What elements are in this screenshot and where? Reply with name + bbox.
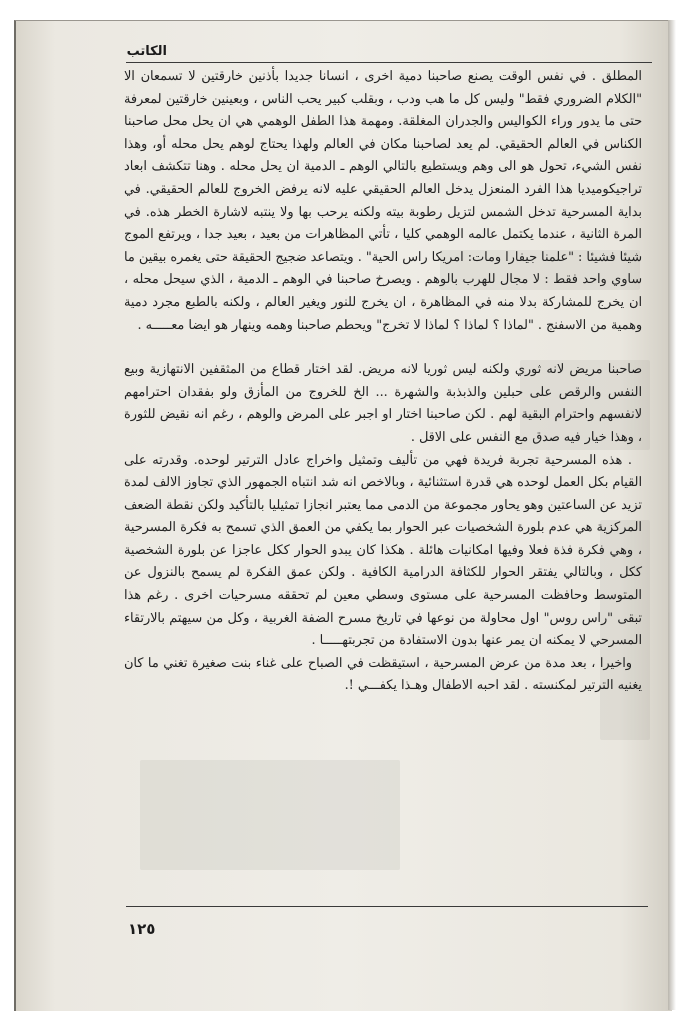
article-body (124, 66, 642, 698)
page-number: ١٢٥ (128, 920, 156, 938)
paragraph: المطلق . في نفس الوقت يصنع صاحبنا دمية اخرى ، انسانا جديدا بأذنين خارقتين لا تسمعان الا "الكلام الضروري فقط" وليس كل ما هب ودب ، وبقلب كبير يحب الناس ، وبعينين خارقتين لمعرفة حتى ما يدور وراء الكواليس والجدران المغلقة. ومهمة هذا الطفل الوهمي هي ان يحل محل صاحبنا الكناس في العالم الحقيقي. لم يعد لصاحبنا مكان في العالم ولهذا يحتاج لوهم يحل محله أو، وهذا نفس الشيء، تحول هو الى وهم ويستطيع بالتالي الوهم ـ الدمية ان يحل محله . وهنا تتكشف ابعاد تراجيكوميديا هذا الفرد المنعزل يدخل العالم الحقيقي عليه لانه يرفض الخروج للعالم الحقيقي. في بداية المسرحية تدخل الشمس لتزيل رطوبة بيته ولكنه يرحب بها ولا ينتبه لاشارة الخطر هذه. في المرة الثانية ، عندما يكتمل عالمه الوهمي كليا ، تأتي المظاهرات من بعيد ، بعيد جدا ، ويرتفع الموج شيئا فشيئا : "علمنا جيفارا ومات: امريكا راس الحية" . ويتصاعد ضجيج الحقيقة حتى يغمره بيقين ما ساوي واحد فقط : لا مجال للهرب بالوهم . ويصرخ صاحبنا في الوهم ـ الدمية ، الذي سيحل محله ، ان يخرج للمشاركة بدلا منه في المظاهرة ، ان يخرج للنور ويغير العالم ، ولكنه بالطبع مجرد دمية وهمية من الاسفنج . "لماذا ؟ لماذا ؟ لماذا لا تخرج" ويحطم صاحبنا وهمه وينهار هو ايضا معـــــه . (124, 69, 642, 333)
paragraph: صاحبنا مريض لانه ثوري ولكنه ليس ثوريا لانه مريض. لقد اختار قطاع من المثقفين الانتهازية وبيع النفس والرقص على حبلين والذبذبة والشهرة ... الخ للخروج من المأزق ولو بفقدان احترامهم لانفسهم واحترام البقية لهم . لكن صاحبنا اختار او اجبر على المرض والوهم ، رغم انه نقيض للثورة ، وهذا خيار فيه صدق مع النفس على الاقل . (124, 362, 642, 445)
running-head: الكاتب (126, 44, 167, 59)
paragraph: . هذه المسرحية تجربة فريدة فهي من تأليف وتمثيل واخراج عادل الترتير لوحده. وقدرته على القيام بكل العمل لوحده هي قدرة استثنائية ، وبالاخص انه شد انتباه الجمهور الذي تجاوز الالف لمدة تزيد عن الساعتين وهو يحاور مجموعة من الدمى مما يعتبر انجازا تمثيليا بالتأكيد ولكن نقطة الضعف المركزية هي عدم بلورة الشخصيات عبر الحوار بما يكفي من العمق الذي تسمح به فكرة المسرحية ، وهي فكرة فذة فعلا وفيها امكانيات هائلة . هكذا كان يبدو الحوار ككل عاجزا عن بلورة الشخصية ككل ، وبالتالي يفتقر الحوار للكثافة الدرامية الكافية . ولكن عمق الفكرة لم يسمح بالنزول عن المتوسط وحافظت المسرحية على مستوى وسطي معين لم تحققه مسرحيات اخرى . رغم هذا تبقى "راس روس" اول محاولة من نوعها في تاريخ مسرح الضفة الغربية ، وكل من سيهتم بالارتقاء المسرحي لا يمكنه ان يمر عنها بدون الاستفادة من تجربتهـــــا . (124, 452, 642, 649)
page-edge-shadow (668, 20, 676, 1010)
paragraph: واخيرا ، بعد مدة من عرض المسرحية ، استيقظت في الصباح على غناء بنت صغيرة تغني ما كان يغنيه الترتير لمكنسته . لقد احبه الاطفال وهـذا يكفـــي !. (124, 655, 642, 694)
footer-rule (126, 906, 648, 907)
header-rule (126, 62, 652, 63)
bleed-through-mark (140, 760, 400, 870)
